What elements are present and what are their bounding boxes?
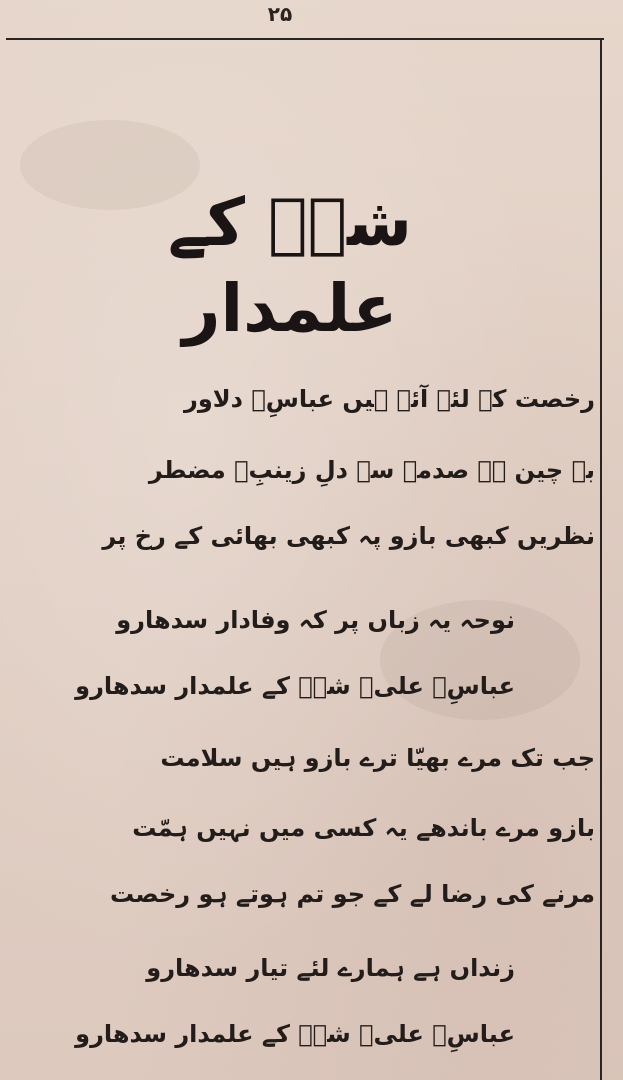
top-border-rule <box>6 38 604 40</box>
verse-line: مرنے کی رضا لے کے جو تم ہوتے ہو رخصت <box>109 880 595 908</box>
verse-line: بازو مرے باندھے یہ کسی میں نہیں ہمّت <box>132 814 595 842</box>
verse-line: رخصت کے لئے آئے ہیں عباسِؑ دلاور <box>184 385 595 413</box>
poem-title: شہؑ کے علمدار <box>167 184 413 347</box>
right-border-rule <box>600 38 602 1080</box>
verse-line: عباسِؑ علیؑ شہؑ کے علمدار سدھارو <box>75 672 515 700</box>
verse-line: نوحہ یہ زباں پر کہ وفادار سدھارو <box>116 606 515 634</box>
verse-line: نظریں کبھی بازو پہ کبھی بھائی کے رخ پر <box>102 522 595 550</box>
verse-line: عباسِؑ علیؑ شہؑ کے علمدار سدھارو <box>75 1020 515 1048</box>
verse-line: جب تک مرے بھیّا ترے بازو ہیں سلامت <box>160 744 595 772</box>
verse-line: زنداں ہے ہمارے لئے تیار سدھارو <box>146 954 515 982</box>
page-number: ۲۵ <box>267 2 293 26</box>
verse-line: بے چین ہے صدمے سے دلِ زینبِؑ مضطر <box>148 456 595 484</box>
